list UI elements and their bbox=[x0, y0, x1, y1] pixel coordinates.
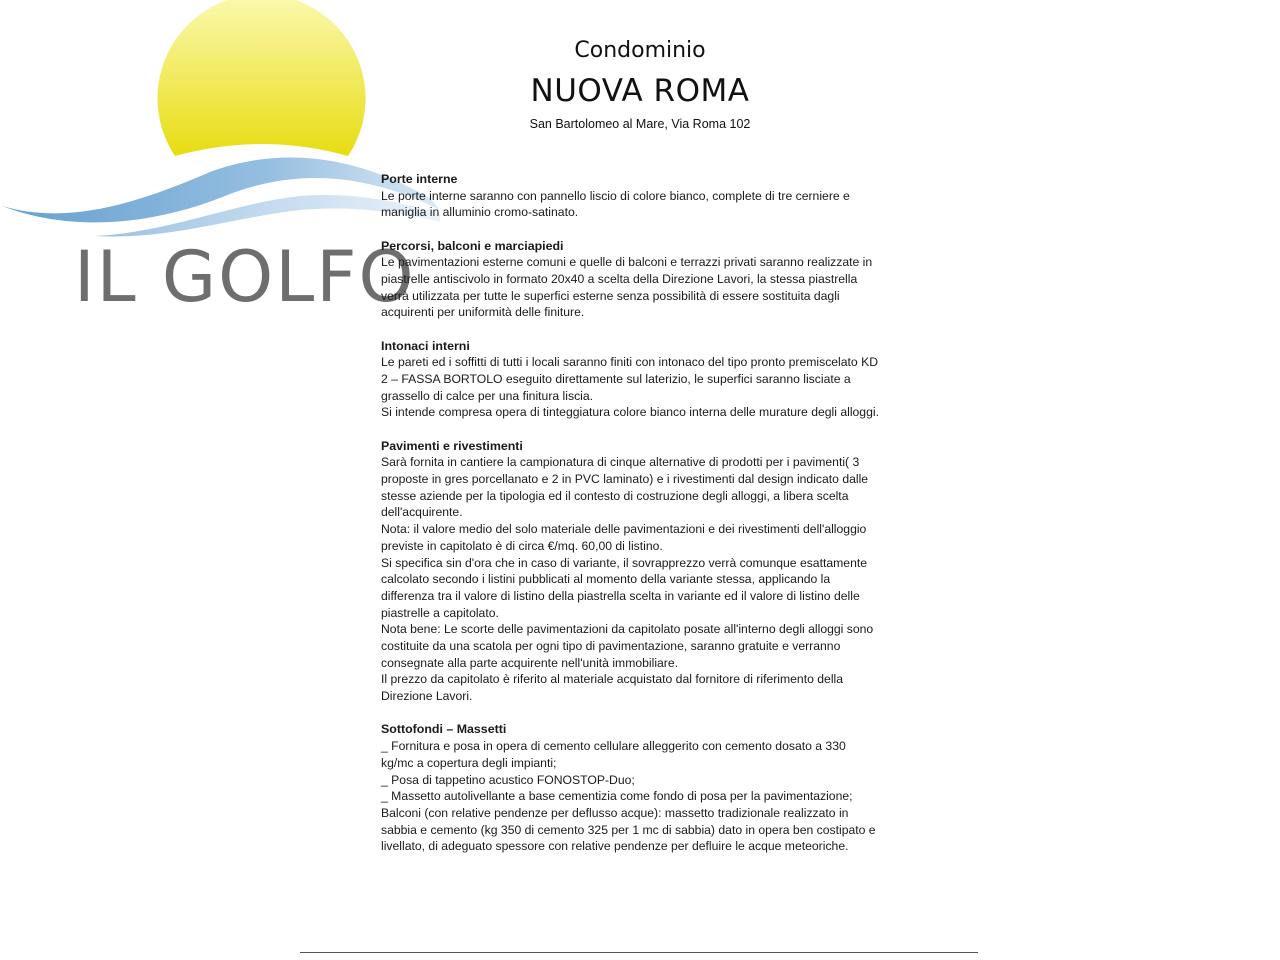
paragraph-line: _ Fornitura e posa in opera di cemento cellulare alleggerito con cemento dosato a 330 bbox=[381, 739, 846, 754]
paragraph-line: piastrelle antiscivolo in formato 20x40 a scelta della Direzione Lavori, la stessa piastrella bbox=[381, 272, 858, 287]
paragraph-line: acquirenti per uniformità delle finiture. bbox=[381, 305, 585, 320]
paragraph-line: _ Massetto autolivellante a base cementizia come fondo di posa per la pavimentazione; bbox=[381, 789, 853, 804]
paragraph-line: Si intende compresa opera di tinteggiatura colore bianco interna delle murature degli alloggi. bbox=[381, 405, 879, 420]
paragraph-line: Si specifica sin d'ora che in caso di variante, il sovrapprezzo verrà comunque esattamente bbox=[381, 555, 868, 570]
paragraph-line: sabbia e cemento (kg 350 di cemento 325 per 1 mc di sabbia) dato in opera ben costipato e bbox=[381, 822, 876, 837]
section-intonaci-interni bbox=[381, 338, 906, 422]
paragraph-line: Balconi (con relative pendenze per deflusso acque): massetto tradizionale realizzato in bbox=[381, 805, 849, 820]
paragraph-line: previste in capitolato è di circa €/mq. 60,00 di listino. bbox=[381, 538, 663, 553]
paragraph-line: consegnate alla parte acquirente nell'unità immobiliare. bbox=[381, 655, 679, 670]
section-pavimenti-rivestimenti bbox=[381, 438, 906, 705]
paragraph-line: maniglia in alluminio cromo-satinato. bbox=[381, 205, 579, 220]
paragraph-line: livellato, di adeguato spessore con relative pendenze per defluire le acque meteoriche. bbox=[381, 839, 849, 854]
paragraph-line: kg/mc a copertura degli impianti; bbox=[381, 755, 557, 770]
section-porte-interne bbox=[381, 171, 906, 221]
paragraph-line: Nota bene: Le scorte delle pavimentazioni da capitolato posate all'interno degli alloggi sono bbox=[381, 622, 874, 637]
header-condominio: Condominio bbox=[574, 38, 706, 63]
paragraph-line: Nota: il valore medio del solo materiale delle pavimentazioni e dei rivestimenti dell'alloggio bbox=[381, 522, 867, 537]
section-title: Porte interne bbox=[381, 172, 458, 186]
logo-text: IL GOLFO bbox=[74, 236, 416, 318]
paragraph-line: Le pareti ed i soffitti di tutti i locali saranno finiti con intonaco del tipo pronto premiscelato KD bbox=[381, 355, 879, 370]
sun-shape bbox=[158, 0, 366, 156]
paragraph-line: calcolato secondo i listini pubblicati al momento della variante stessa, applicando la bbox=[381, 572, 831, 587]
paragraph-line: stesse aziende per la tipologia ed il contesto di costruzione degli alloggi, a libera scelta bbox=[381, 488, 849, 503]
paragraph-line: verrà utilizzata per tutte le superfici esterne senza possibilità di essere sostituita dagli bbox=[381, 288, 840, 303]
section-title: Sottofondi – Massetti bbox=[381, 722, 507, 737]
paragraph-line: proposte in gres porcellanato e 2 in PVC laminato) e i rivestimenti dal design indicato dalle bbox=[381, 472, 869, 487]
section-title: Percorsi, balconi e marciapiedi bbox=[381, 238, 564, 253]
paragraph-line: Le pavimentazioni esterne comuni e quelle di balconi e terrazzi privati saranno realizzate in bbox=[381, 255, 873, 270]
paragraph-line: 2 – FASSA BORTOLO eseguito direttamente sul laterizio, le superfici saranno lisciate a bbox=[381, 372, 851, 387]
paragraph-line: _ Posa di tappetino acustico FONOSTOP-Duo; bbox=[381, 772, 635, 787]
section-percorsi-balconi bbox=[381, 238, 906, 322]
header-address: San Bartolomeo al Mare, Via Roma 102 bbox=[529, 117, 751, 131]
paragraph-line: Le porte interne saranno con pannello liscio di colore bianco, complete di tre cerniere e bbox=[381, 188, 850, 203]
section-title: Pavimenti e rivestimenti bbox=[381, 438, 523, 453]
paragraph-line: Sarà fornita in cantiere la campionatura di cinque alternative di prodotti per i pavimenti( 3 bbox=[381, 455, 860, 470]
document-header bbox=[420, 38, 860, 131]
paragraph-line: costituite da una scatola per ogni tipo di pavimentazione, saranno gratuite e verranno bbox=[381, 639, 841, 654]
document-body bbox=[381, 171, 906, 872]
paragraph-line: Il prezzo da capitolato è riferito al materiale acquistato dal fornitore di riferimento della bbox=[381, 672, 844, 687]
section-sottofondi-massetti bbox=[381, 721, 906, 855]
paragraph-line: dell'acquirente. bbox=[381, 505, 463, 520]
paragraph-line: Direzione Lavori. bbox=[381, 689, 473, 704]
header-building-name: NUOVA ROMA bbox=[530, 73, 750, 109]
section-title: Intonaci interni bbox=[381, 338, 470, 353]
paragraph-line: grassello di calce per una finitura liscia. bbox=[381, 388, 594, 403]
paragraph-line: differenza tra il valore di listino della piastrella scelta in variante ed il valore di listino delle bbox=[381, 588, 860, 603]
page-bottom-rule bbox=[300, 952, 978, 953]
paragraph-line: piastrelle a capitolato. bbox=[381, 605, 499, 620]
